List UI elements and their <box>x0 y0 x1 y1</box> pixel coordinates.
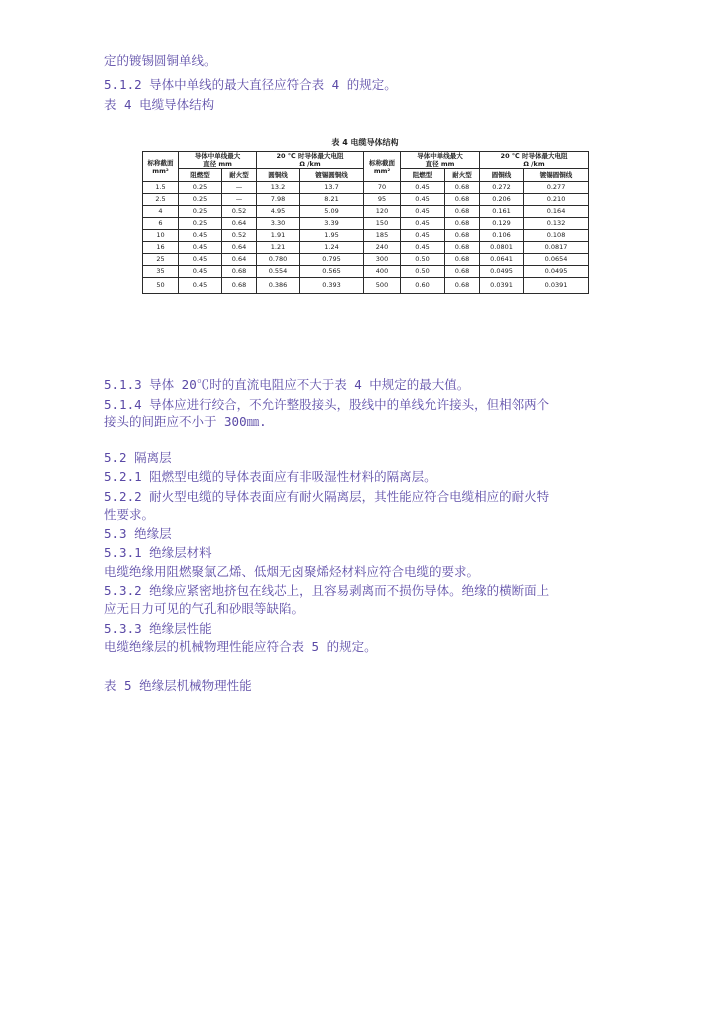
table-cell: 0.68 <box>222 278 257 294</box>
table-cell: 0.60 <box>401 278 445 294</box>
table-cell: 150 <box>364 218 401 230</box>
table-cell: 0.68 <box>445 242 480 254</box>
clause-5-3-1: 5.3.1 绝缘层材料 <box>104 545 212 560</box>
table-cell: 0.50 <box>401 266 445 278</box>
table-cell: 13.7 <box>300 182 364 194</box>
table-4-caption: 表 4 电缆导体结构 <box>331 138 399 147</box>
table-cell: 0.68 <box>445 254 480 266</box>
table-cell: 13.2 <box>257 182 300 194</box>
table-cell: 2.5 <box>143 194 179 206</box>
table-cell: 0.0495 <box>480 266 524 278</box>
table-cell: 25 <box>143 254 179 266</box>
table-cell: 0.52 <box>222 206 257 218</box>
table-cell: 1.91 <box>257 230 300 242</box>
table-cell: 0.45 <box>401 242 445 254</box>
table-cell: 120 <box>364 206 401 218</box>
table-cell: 0.108 <box>524 230 589 242</box>
table-cell: 0.386 <box>257 278 300 294</box>
table-4-image <box>142 137 588 323</box>
table-cell: 3.30 <box>257 218 300 230</box>
table-cell: 0.25 <box>179 218 222 230</box>
table-cell: 1.21 <box>257 242 300 254</box>
table-cell: 0.393 <box>300 278 364 294</box>
header-row-1 <box>143 152 589 169</box>
table-cell: 4 <box>143 206 179 218</box>
tinned-header: 镀锡圆铜线 <box>300 169 364 182</box>
table-cell: 0.272 <box>480 182 524 194</box>
table-cell: 0.45 <box>401 194 445 206</box>
table-cell: 6 <box>143 218 179 230</box>
table-cell: 50 <box>143 278 179 294</box>
table-cell: 1.5 <box>143 182 179 194</box>
table-cell: 0.45 <box>179 266 222 278</box>
section-header: 标称截面 mm² <box>143 152 179 182</box>
table-4-heading: 表 4 电缆导体结构 <box>104 97 215 112</box>
table-cell: 0.554 <box>257 266 300 278</box>
table-cell: 10 <box>143 230 179 242</box>
table-row <box>143 242 589 254</box>
table-cell: 300 <box>364 254 401 266</box>
table-cell: 0.129 <box>480 218 524 230</box>
flame-header: 阻燃型 <box>179 169 222 182</box>
table-cell: 0.206 <box>480 194 524 206</box>
resistance-header: 20 ℃ 时导体最大电阻 Ω /km <box>257 152 364 169</box>
table-cell: 0.0817 <box>524 242 589 254</box>
table-cell: 0.164 <box>524 206 589 218</box>
table-cell: 0.0641 <box>480 254 524 266</box>
table-cell: 0.25 <box>179 182 222 194</box>
fire-header: 耐火型 <box>222 169 257 182</box>
clause-5-3-3: 5.3.3 绝缘层性能 <box>104 621 212 636</box>
table-cell: 0.50 <box>401 254 445 266</box>
table-cell: 0.68 <box>445 218 480 230</box>
table-cell: 7.98 <box>257 194 300 206</box>
clause-5-3-2: 5.3.2 绝缘应紧密地挤包在线芯上，且容易剥离而不损伤导体。绝缘的横断面上 <box>104 583 550 598</box>
table-cell: 0.64 <box>222 242 257 254</box>
table-cell: 0.68 <box>222 266 257 278</box>
table-cell: 0.52 <box>222 230 257 242</box>
table-cell: 0.132 <box>524 218 589 230</box>
table-cell: 0.45 <box>179 278 222 294</box>
table-cell: 1.24 <box>300 242 364 254</box>
table-row <box>143 206 589 218</box>
clause-5-2-1: 5.2.1 阻燃型电缆的导体表面应有非吸湿性材料的隔离层。 <box>104 469 437 484</box>
table-cell: 0.0391 <box>524 278 589 294</box>
table-row <box>143 194 589 206</box>
table-cell: 240 <box>364 242 401 254</box>
clause-5-2-2: 5.2.2 耐火型电缆的导体表面应有耐火隔离层，其性能应符合电缆相应的耐火特 <box>104 489 550 504</box>
clause-5-1-3: 5.1.3 导体 20℃时的直流电阻应不大于表 4 中规定的最大值。 <box>104 377 470 392</box>
resistance-header-right: 20 ℃ 时导体最大电阻 Ω /km <box>480 152 589 169</box>
table-cell: 0.0391 <box>480 278 524 294</box>
table-row <box>143 254 589 266</box>
table-cell: 5.09 <box>300 206 364 218</box>
table-cell: 0.0801 <box>480 242 524 254</box>
table-cell: 0.780 <box>257 254 300 266</box>
table-row <box>143 278 589 294</box>
table-row <box>143 182 589 194</box>
paragraph-line: 定的镀锡圆铜单线。 <box>104 53 217 68</box>
table-cell: 95 <box>364 194 401 206</box>
clause-5-3-2-cont: 应无日力可见的气孔和砂眼等缺陷。 <box>104 601 305 616</box>
table-row <box>143 230 589 242</box>
table-cell: 4.95 <box>257 206 300 218</box>
table-cell: 400 <box>364 266 401 278</box>
table-cell: 0.64 <box>222 218 257 230</box>
table-cell: 0.45 <box>401 230 445 242</box>
table-cell: 0.68 <box>445 194 480 206</box>
table-cell: 0.45 <box>401 218 445 230</box>
copper-header-right: 圆铜线 <box>480 169 524 182</box>
table-cell: 0.45 <box>401 182 445 194</box>
table-cell: 0.68 <box>445 182 480 194</box>
conductor-structure-table <box>142 151 589 294</box>
table-cell: — <box>222 182 257 194</box>
fire-header-right: 耐火型 <box>445 169 480 182</box>
table-cell: 0.277 <box>524 182 589 194</box>
table-cell: 1.95 <box>300 230 364 242</box>
table-cell: 0.45 <box>179 230 222 242</box>
table-row <box>143 218 589 230</box>
table-cell: 3.39 <box>300 218 364 230</box>
table-cell: 70 <box>364 182 401 194</box>
table-cell: 8.21 <box>300 194 364 206</box>
clause-5-1-4-cont: 接头的间距应不小于 300㎜. <box>104 414 267 429</box>
diameter-header-right: 导体中单线最大 直径 mm <box>401 152 480 169</box>
table-5-heading: 表 5 绝缘层机械物理性能 <box>104 678 252 693</box>
table-cell: 0.25 <box>179 206 222 218</box>
table-cell: 16 <box>143 242 179 254</box>
table-cell: 0.45 <box>179 242 222 254</box>
copper-header: 圆铜线 <box>257 169 300 182</box>
section-5-2-heading: 5.2 隔离层 <box>104 450 172 465</box>
table-cell: 0.45 <box>401 206 445 218</box>
table-cell: 35 <box>143 266 179 278</box>
table-cell: 0.565 <box>300 266 364 278</box>
table-cell: 500 <box>364 278 401 294</box>
table-cell: 0.68 <box>445 278 480 294</box>
table-cell: 0.210 <box>524 194 589 206</box>
table-cell: 0.68 <box>445 230 480 242</box>
clause-5-1-4: 5.1.4 导体应进行绞合，不允许整股接头，股线中的单线允许接头，但相邻两个 <box>104 397 550 412</box>
clause-5-3-3-text: 电缆绝缘层的机械物理性能应符合表 5 的规定。 <box>104 639 377 654</box>
table-cell: 0.106 <box>480 230 524 242</box>
table-row <box>143 266 589 278</box>
table-cell: 0.161 <box>480 206 524 218</box>
clause-5-1-2: 5.1.2 导体中单线的最大直径应符合表 4 的规定。 <box>104 77 397 92</box>
table-cell: 0.25 <box>179 194 222 206</box>
clause-5-3-1-text: 电缆绝缘用阻燃聚氯乙烯、低烟无卤聚烯烃材料应符合电缆的要求。 <box>104 564 480 579</box>
clause-5-2-2-cont: 性要求。 <box>104 507 155 522</box>
table-cell: 0.64 <box>222 254 257 266</box>
table-cell: 185 <box>364 230 401 242</box>
table-cell: 0.795 <box>300 254 364 266</box>
table-cell: 0.68 <box>445 206 480 218</box>
flame-header-right: 阻燃型 <box>401 169 445 182</box>
section-5-3-heading: 5.3 绝缘层 <box>104 526 172 541</box>
diameter-header: 导体中单线最大 直径 mm <box>179 152 257 169</box>
table-cell: 0.68 <box>445 266 480 278</box>
tinned-header-right: 镀锡圆铜线 <box>524 169 589 182</box>
table-cell: 0.0495 <box>524 266 589 278</box>
table-cell: 0.45 <box>179 254 222 266</box>
section-header-right: 标称截面 mm² <box>364 152 401 182</box>
table-cell: — <box>222 194 257 206</box>
table-cell: 0.0654 <box>524 254 589 266</box>
